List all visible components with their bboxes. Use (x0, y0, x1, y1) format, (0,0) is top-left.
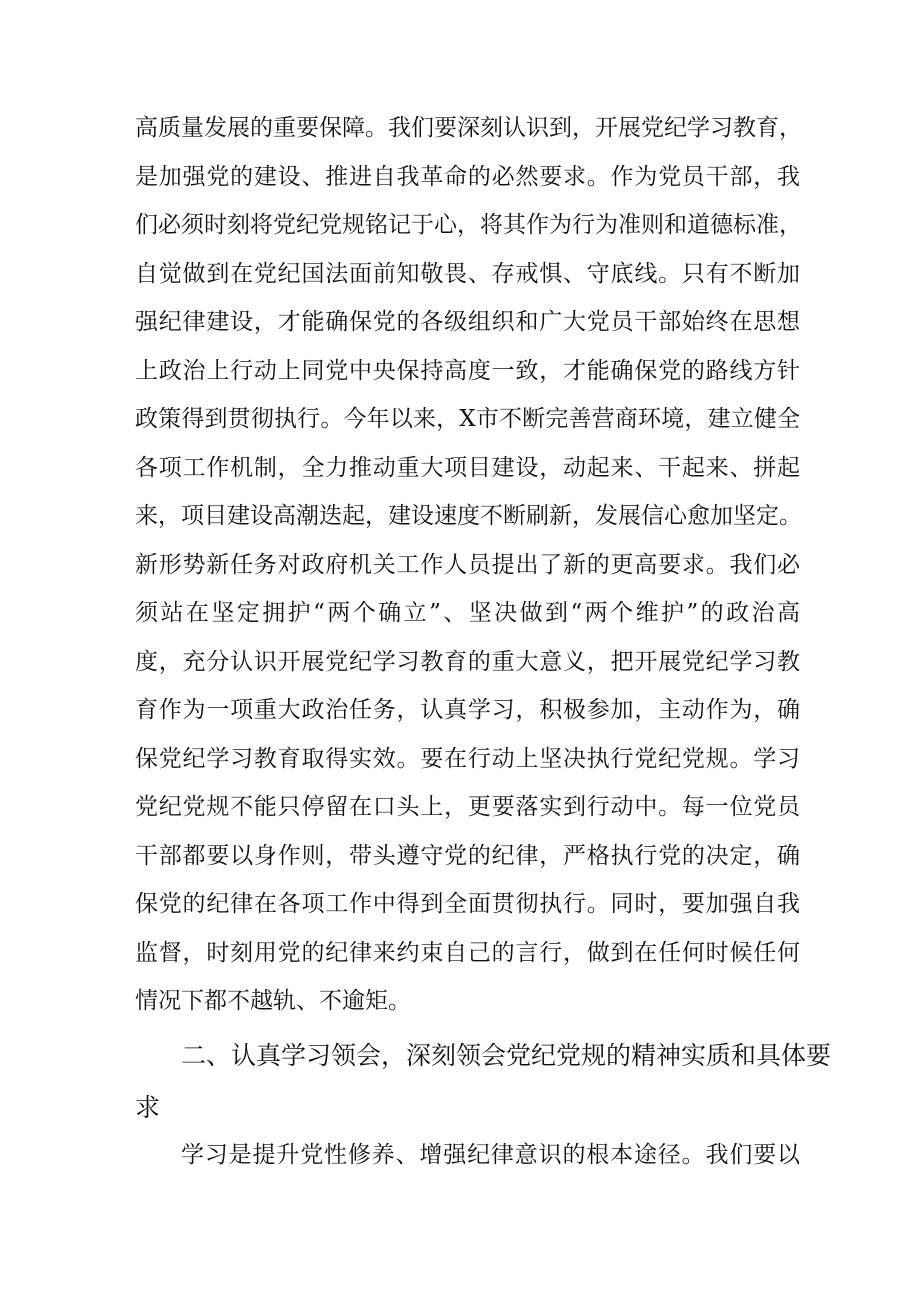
paragraph-1-line: 是加强党的建设、推进自我革命的必然要求。作为党员干部，我 (135, 163, 800, 190)
paragraph-2 (181, 1131, 800, 1180)
paragraph-1-line: 各项工作机制，全力推动重大项目建设，动起来、干起来、拼起 (135, 454, 800, 481)
paragraph-1-line: 育作为一项重大政治任务，认真学习，积极参加，主动作为，确 (135, 697, 800, 723)
paragraph-1-line: 保党的纪律在各项工作中得到全面贯彻执行。同时，要加强自我 (135, 891, 800, 917)
paragraph-1-line: 新形势新任务对政府机关工作人员提出了新的更高要求。我们必 (135, 551, 800, 578)
paragraph-1-line: 高质量发展的重要保障。我们要深刻认识到，开展党纪学习教育， (135, 115, 802, 141)
paragraph-1-line: 须站在坚定拥护“两个确立”、坚决做到“两个维护”的政治高 (135, 600, 800, 626)
paragraph-1-line: 情况下都不越轨、不逾矩。 (135, 988, 411, 1014)
paragraph-1-line: 强纪律建设，才能确保党的各级组织和广大党员干部始终在思想 (135, 309, 800, 335)
section-heading-line: 二、认真学习领会，深刻领会党纪党规的精神实质和具体要 (181, 1041, 832, 1070)
paragraph-2-line: 学习是提升党性修养、增强纪律意识的根本途径。我们要以 (181, 1142, 800, 1168)
paragraph-1-line: 上政治上行动上同党中央保持高度一致，才能确保党的路线方针 (135, 357, 800, 384)
paragraph-1-line: 保党纪学习教育取得实效。要在行动上坚决执行党纪党规。学习 (135, 745, 800, 772)
paragraph-1-line: 干部都要以身作则，带头遵守党的纪律，严格执行党的决定，确 (135, 842, 800, 869)
paragraph-1-line: 自觉做到在党纪国法面前知敬畏、存戒惧、守底线。只有不断加 (135, 260, 800, 287)
section-heading-2 (135, 1030, 832, 1134)
paragraph-1-line: 们必须时刻将党纪党规铭记于心，将其作为行为准则和道德标准， (135, 212, 802, 238)
paragraph-1-line: 度，充分认识开展党纪学习教育的重大意义，把开展党纪学习教 (135, 648, 800, 675)
paragraph-1-line: 政策得到贯彻执行。今年以来，X市不断完善营商环境，建立健全 (135, 406, 800, 432)
paragraph-1-line: 来，项目建设高潮迭起，建设速度不断刷新，发展信心愈加坚定。 (135, 503, 802, 529)
paragraph-1-line: 监督，时刻用党的纪律来约束自己的言行，做到在任何时候任何 (135, 939, 800, 966)
paragraph-1 (135, 104, 800, 1026)
paragraph-1-line: 党纪党规不能只停留在口头上，更要落实到行动中。每一位党员 (135, 794, 800, 820)
section-heading-line: 求 (135, 1093, 161, 1122)
